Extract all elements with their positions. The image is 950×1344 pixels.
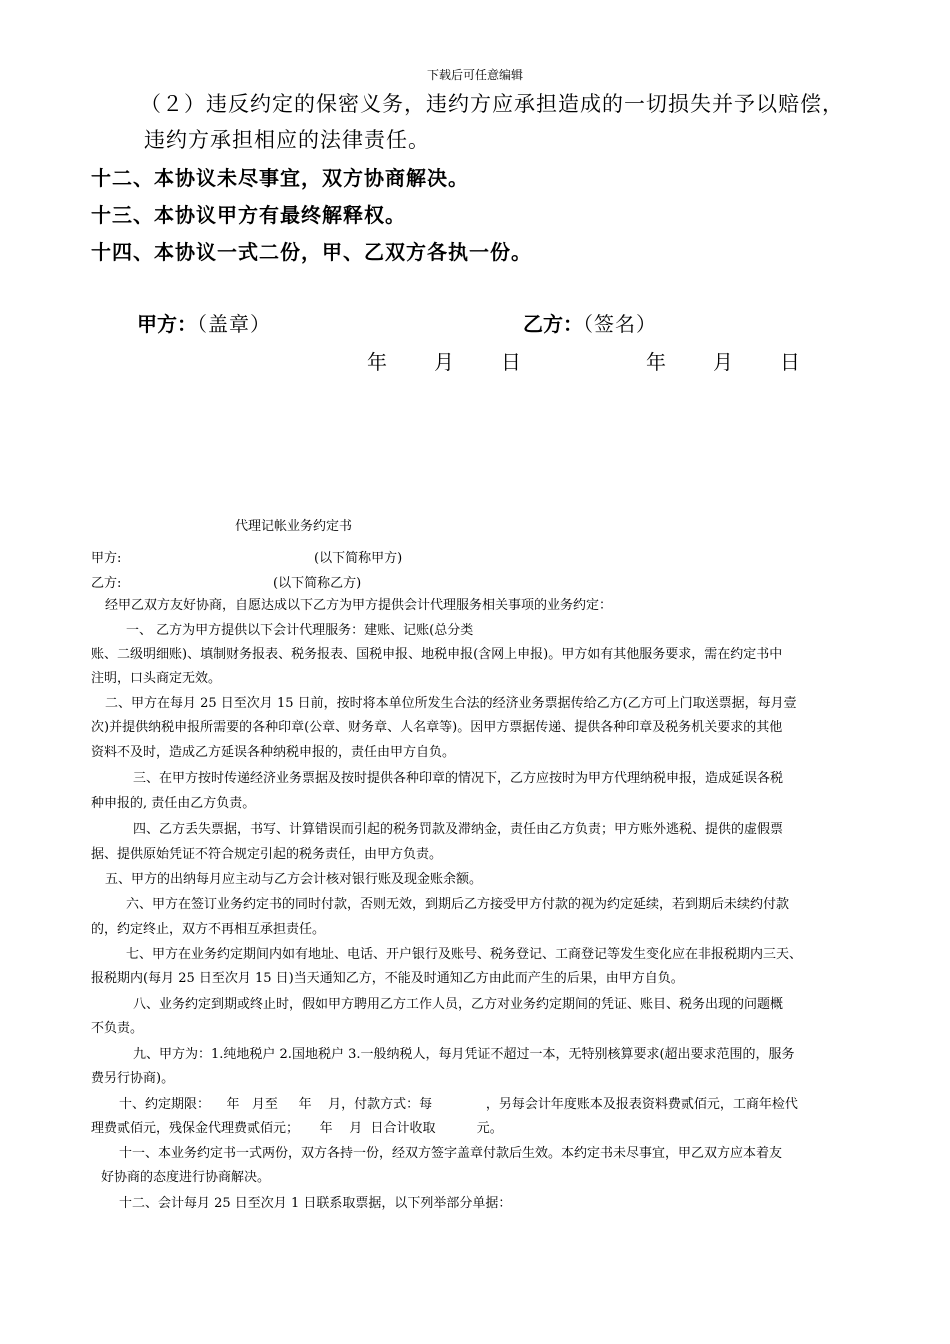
clause-5-line1: 五、甲方的出纳每月应主动与乙方会计核对银行账及现金账余额。 (105, 872, 483, 887)
date-b-month: 月 (713, 350, 733, 374)
clause-9-line2: 费另行协商)。 (91, 1071, 175, 1086)
date-a-year: 年 (367, 350, 387, 374)
clause-6-line1: 六、甲方在签订业务约定书的同时付款，否则无效，到期后乙方接受甲方付款的视为约定延续，若到期后未续约付款 (126, 897, 790, 912)
party-a-seal-note: （盖章） (197, 312, 271, 336)
clause-6-line2: 的，约定终止，双方不再相互承担责任。 (91, 922, 326, 937)
clause-10-line2: 理费贰佰元，残保金代理费贰佰元； 年 月 日合计收取 元。 (91, 1121, 503, 1136)
item-14: 十四、本协议一式二份，甲、乙双方各执一份。 (91, 240, 532, 264)
agreement-title: 代理记帐业务约定书 (235, 519, 353, 534)
party-b-field: 乙方: (91, 576, 122, 591)
party-a-label: 甲方： (137, 312, 197, 336)
agreement-intro: 经甲乙双方友好协商，自愿达成以下乙方为甲方提供会计代理服务相关事项的业务约定： (105, 598, 613, 613)
clause-10-line1: 十、约定期限： 年 月至 年 月，付款方式：每 ，另每会计年度账本及报表资料费贰佰元，工商年检代 (119, 1097, 798, 1112)
clause-11-line1: 十一、本业务约定书一式两份，双方各持一份，经双方签字盖章付款后生效。本约定书未尽事宜，甲乙双方应本着友 (119, 1146, 783, 1161)
clause-2-a-line1: 二、甲方在每月 25 日至次月 15 日前，按时将本单位所发生合法的经济业务票据传给乙方(乙方可上门取送票据，每月壹 (105, 696, 797, 711)
clause-2-a-line3: 资料不及时，造成乙方延误各种纳税申报的，责任由甲方自负。 (91, 745, 456, 760)
clause-2-a-line2: 次)并提供纳税申报所需要的各种印章(公章、财务章、人名章等)。因甲方票据传递、提供各种印章及税务机关要求的其他 (91, 720, 783, 735)
clause-7-line1: 七、甲方在业务约定期间内如有地址、电话、开户银行及账号、税务登记、工商登记等发生变化应在非报税期内三天、 (126, 947, 803, 962)
date-a-month: 月 (434, 350, 454, 374)
item-12: 十二、本协议未尽事宜，双方协商解决。 (91, 166, 469, 190)
date-b-day: 日 (780, 350, 800, 374)
date-a-day: 日 (501, 350, 521, 374)
clause-3-line2: 种申报的, 责任由乙方负责。 (91, 796, 256, 811)
item-13: 十三、本协议甲方有最终解释权。 (91, 203, 406, 227)
party-b-sign-note: （签名） (583, 312, 657, 336)
party-a-signature (137, 308, 271, 337)
clause-9-line1: 九、甲方为：1.纯地税户 2.国地税户 3.一般纳税人，每月凭证不超过一本，无特别核算要求(超出要求范围的，服务 (133, 1047, 795, 1062)
page-header-note: 下载后可任意编辑 (426, 68, 523, 82)
clause-12-line1: 十二、会计每月 25 日至次月 1 日联系取票据，以下列举部分单据： (119, 1196, 512, 1211)
clause-8-line1: 八、业务约定到期或终止时，假如甲方聘用乙方工作人员，乙方对业务约定期间的凭证、账目、税务出现的问题概 (133, 997, 784, 1012)
date-b-year: 年 (646, 350, 666, 374)
clause-4-line1: 四、乙方丢失票据，书写、计算错误而引起的税务罚款及滞纳金，责任由乙方负责；甲方账外逃税、提供的虚假票 (133, 822, 784, 837)
party-a-field: 甲方: (91, 551, 122, 566)
clause-2-line2: 违约方承担相应的法律责任。 (144, 128, 430, 152)
clause-4-line2: 据、提供原始凭证不符合规定引起的税务责任，由甲方负责。 (91, 847, 443, 862)
clause-1-line2: 账、二级明细账)、填制财务报表、税务报表、国税申报、地税申报(含网上申报)。甲方如有其他服务要求，需在约定书中 (91, 647, 783, 662)
party-a-alias: (以下简称甲方) (314, 551, 403, 566)
party-b-signature (523, 308, 657, 337)
clause-1-line3: 注明，口头商定无效。 (91, 671, 222, 686)
clause-1-line1: 一、 乙方为甲方提供以下会计代理服务：建账、记账(总分类 (126, 623, 474, 638)
clause-2-line1: （２）违反约定的保密义务，违约方应承担造成的一切损失并予以赔偿， (140, 92, 844, 116)
party-b-label: 乙方： (523, 312, 583, 336)
clause-8-line2: 不负责。 (91, 1021, 144, 1036)
party-b-alias: (以下简称乙方) (273, 576, 362, 591)
clause-11-line2: 好协商的态度进行协商解决。 (101, 1170, 271, 1185)
clause-7-line2: 报税期内(每月 25 日至次月 15 日)当天通知乙方，不能及时通知乙方由此而产生的后果，由甲方自负。 (91, 971, 684, 986)
clause-3-line1: 三、在甲方按时传递经济业务票据及按时提供各种印章的情况下，乙方应按时为甲方代理纳税申报，造成延误各税 (133, 771, 784, 786)
